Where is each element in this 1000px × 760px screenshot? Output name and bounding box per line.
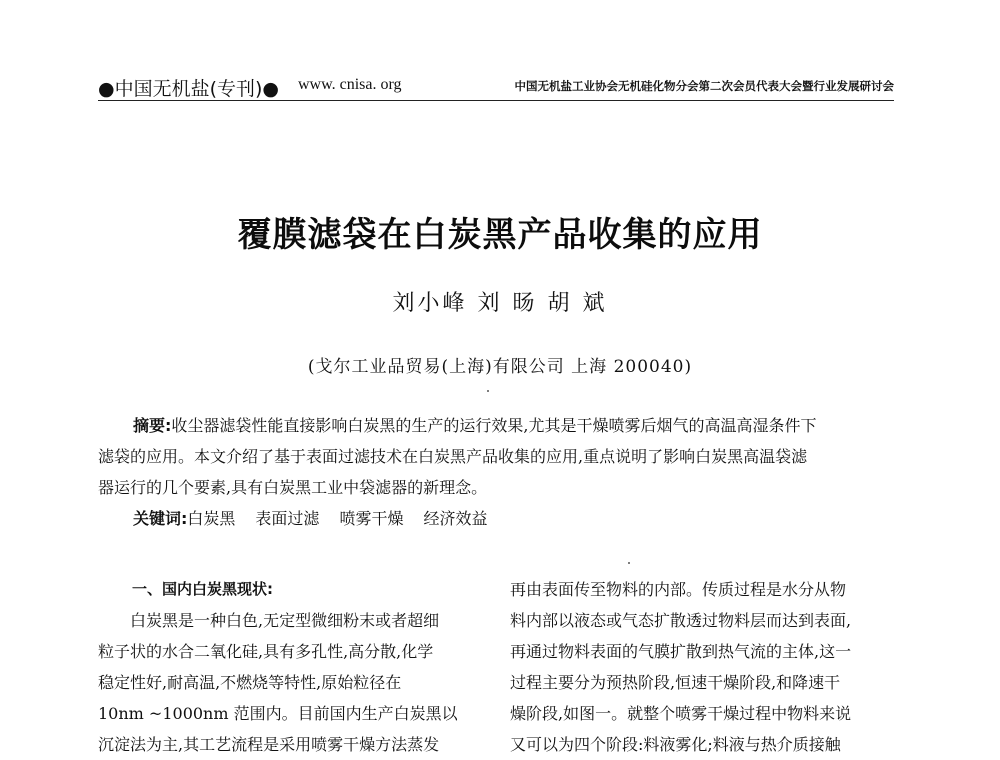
conference-name: 中国无机盐工业协会无机硅化物分会第二次会员代表大会暨行业发展研讨会	[514, 79, 894, 93]
abstract-label: 摘要:	[133, 416, 172, 435]
article-title: 覆膜滤袋在白炭黑产品收集的应用	[237, 215, 763, 255]
keywords-label: 关键词:	[133, 509, 188, 528]
body-column-left	[98, 574, 476, 760]
keywords	[133, 506, 507, 529]
body-line: 白炭黑是一种白色,无定型微细粉末或者超细	[130, 611, 440, 630]
abstract-line-1	[98, 410, 894, 441]
article-affiliation: (戈尔工业品贸易(上海)有限公司 上海 200040)	[307, 357, 693, 377]
abstract-text-1: 收尘器滤袋性能直接影响白炭黑的生产的运行效果,尤其是干燥喷雾后烟气的高温高湿条件下	[171, 416, 817, 435]
keyword-1: 白炭黑	[187, 509, 236, 528]
scan-speck	[628, 562, 630, 564]
section-heading-1: 一、国内白炭黑现状:	[132, 580, 273, 598]
keyword-4: 经济效益	[423, 509, 488, 528]
abstract	[98, 410, 894, 503]
body-line: 再通过物料表面的气膜扩散到热气流的主体,这一	[510, 642, 852, 661]
header-rule	[98, 100, 894, 101]
body-line: 粒子状的水合二氧化硅,具有多孔性,高分散,化学	[98, 642, 434, 661]
body-line: 10nm ~1000nm 范围内。目前国内生产白炭黑以	[98, 704, 458, 723]
body-line: 过程主要分为预热阶段,恒速干燥阶段,和降速干	[510, 673, 841, 692]
body-line: 稳定性好,耐高温,不燃烧等特性,原始粒径在	[98, 673, 402, 692]
scan-speck	[487, 390, 489, 392]
abstract-line-3: 器运行的几个要素,具有白炭黑工业中袋滤器的新理念。	[98, 478, 488, 497]
body-line: 再由表面传至物料的内部。传质过程是水分从物	[510, 580, 847, 599]
article-authors: 刘小峰 刘 旸 胡 斌	[392, 291, 608, 316]
keyword-2: 表面过滤	[255, 509, 320, 528]
body-column-right	[510, 574, 888, 760]
body-line: 燥阶段,如图一。就整个喷雾干燥过程中物料来说	[510, 704, 852, 723]
body-line: 料内部以液态或气态扩散透过物料层而达到表面,	[510, 611, 852, 630]
journal-url: www. cnisa. org	[298, 76, 402, 93]
body-line: 又可以为四个阶段:料液雾化;料液与热介质接触	[510, 735, 841, 754]
keyword-3: 喷雾干燥	[339, 509, 404, 528]
running-header	[98, 70, 894, 104]
journal-name: ●中国无机盐(专刊)●	[98, 78, 279, 100]
body-line: 沉淀法为主,其工艺流程是采用喷雾干燥方法蒸发	[98, 735, 440, 754]
abstract-line-2: 滤袋的应用。本文介绍了基于表面过滤技术在白炭黑产品收集的应用,重点说明了影响白炭黑高温袋滤	[98, 447, 808, 466]
